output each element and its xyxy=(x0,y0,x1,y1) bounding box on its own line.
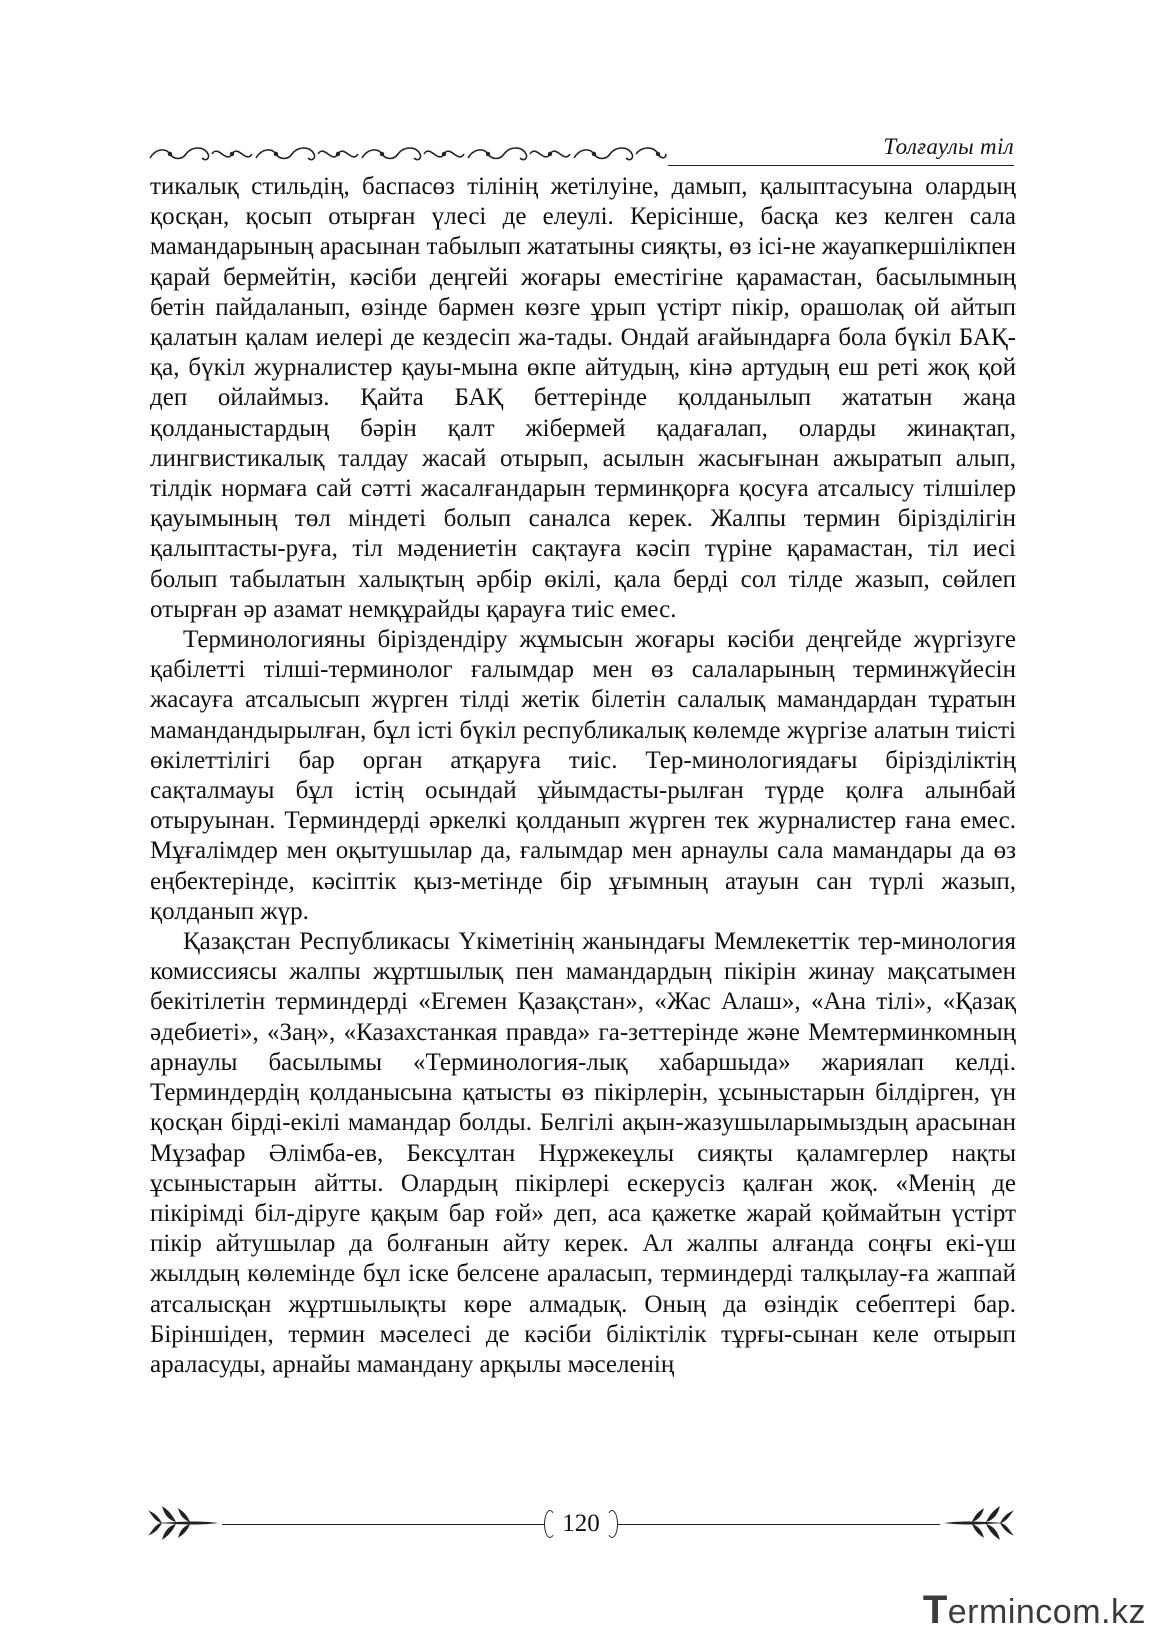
site-watermark: Termincom.kz xyxy=(922,1588,1146,1632)
paragraph-1: тикалық стильдің, баспасөз тілінің жетілуіне, дамып, қалыптасуына олардың қосқан, қосып отырған үлесі де елеулі. Керісінше, басқа кез келген сала мамандарының арасынан табылып жататыны сияқты, өз ісі-не жауапкершілікпен қарай бермейтін, кәсіби деңгейі жоғары еместігіне қарамастан, басылымның бетін пайдаланып, өзінде бармен көзге ұрып үстірт пікір, орашолақ ой айтып қалатын қалам иелері де кездесіп жа-тады. Ондай ағайындарға бола бүкіл БАҚ-қа, бүкіл журналистер қауы-мына өкпе айтудың, кінә артудың еш реті жоқ қой деп ойлаймыз. Қайта БАҚ беттерінде қолданылып жататын жаңа қолданыстардың бәрін қалт жібермей қадағалап, оларды жинақтап, лингвистикалық талдау жасай отырып, асылын жасығынан ажыратып алып, тілдік нормаға сай сәтті жасалғандарын терминқорға қосуға атсалысу тілшілер қауымының төл міндеті болып саналса керек. Жалпы термин бірізділігін қалыптасты-руға, тіл мәдениетін сақтауға кәсіп түріне қарамастан, тіл иесі болып табылатын халықтың әрбір өкілі, қала берді сол тілде жазып, сөйлеп отырған әр азамат немқұрайды қарауға тиіс емес. xyxy=(150,173,1016,623)
leaf-ornament-icon xyxy=(942,1506,1014,1540)
page-header xyxy=(148,134,1014,170)
paragraph-2: Терминологияны біріздендіру жұмысын жоғары кәсіби деңгейде жүргізуге қабілетті тілші-терминолог ғалымдар мен өз салаларының терминжүйесін жасауға атсалысып жүрген тілді жетік білетін салалық мамандардан тұратын мамандандырылған, бұл істі бүкіл республикалық көлемде жүргізе алатын тиісті өкілеттілігі бар орган атқаруға тиіс. Тер-минологиядағы бірізділіктің сақталмауы бұл істің осындай ұйымдасты-рылған түрде қолға алынбай отыруынан. Терминдерді әркелкі қолданып жүрген тек журналистер ғана емес. Мұғалімдер мен оқытушылар да, ғалымдар мен арнаулы сала мамандары да өз еңбектерінде, кәсіптік қыз-метінде бір ұғымның атауын сан түрлі жазып, қолданып жүр. xyxy=(150,626,1016,925)
leaf-ornament-icon xyxy=(148,1506,220,1540)
scroll-ornament-icon xyxy=(148,140,668,166)
header-rule xyxy=(668,165,1014,166)
running-title: Толғаулы тіл xyxy=(883,134,1014,159)
page-number: 120 xyxy=(542,1508,620,1540)
page-footer xyxy=(148,1502,1014,1546)
footer-rule-left xyxy=(222,1524,544,1525)
page-body xyxy=(150,172,1016,1380)
footer-rule-right xyxy=(618,1524,940,1525)
paragraph-3: Қазақстан Республикасы Үкіметінің жанындағы Мемлекеттік тер-минология комиссиясы жалпы жұртшылық пен мамандардың пікірін жинау мақсатымен бекітілетін терминдерді «Егемен Қазақстан», «Жас Алаш», «Ана тілі», «Қазақ әдебиеті», «Заң», «Казахстанкая правда» га-зеттерінде және Мемтерминкомның арнаулы басылымы «Терминология-лық хабаршыда» жариялап келді. Терминдердің қолданысына қатысты өз пікірлерін, ұсыныстарын білдірген, үн қосқан бірді-екілі мамандар болды. Белгілі ақын-жазушыларымыздың арасынан Мұзафар Әлімба-ев, Бексұлтан Нұржекеұлы сияқты қаламгерлер нақты ұсыныстарын айтты. Олардың пікірлері ескерусіз қалған жоқ. «Менің де пікірімді біл-діруге қақым бар ғой» деп, аса қажетке жарай қоймайтын үстірт пікір айтушылар да болғанын айту керек. Ал жалпы алғанда соңғы екі-үш жылдың көлемінде бұл іске белсене араласып, терминдерді талқылау-ға жаппай атсалысқан жұртшылықты көре алмадық. Оның да өзіндік себептері бар. Біріншіден, термин мәселесі де кәсіби біліктілік тұрғы-сынан келе отырып араласуды, арнайы мамандану арқылы мәселенің xyxy=(150,928,1016,1378)
